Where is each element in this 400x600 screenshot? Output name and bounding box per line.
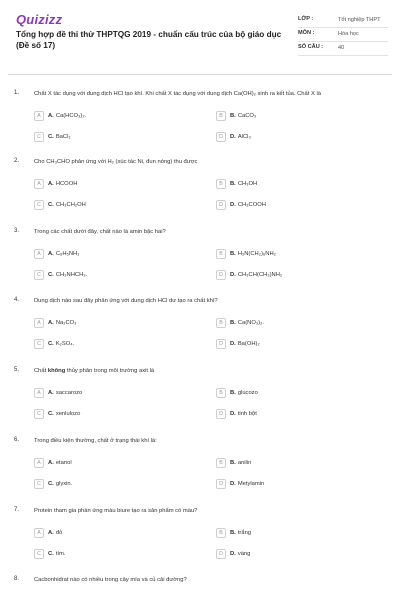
option-letter: D: [216, 409, 226, 419]
option-a[interactable]: [34, 317, 194, 329]
option-text: Ca(HCO₃)₂.: [55, 113, 87, 119]
option-label: A.: [48, 320, 54, 326]
option-text: CH₃CH₂OH: [55, 202, 86, 208]
option-d[interactable]: [216, 199, 376, 211]
option-a[interactable]: [34, 527, 194, 539]
worksheet-title: Tổng hợp đề thi thử THPTQG 2019 - chuẩn cấu trúc của bộ giáo dục (Đề số 17): [16, 30, 282, 50]
option-text: HCOOH: [55, 181, 78, 187]
option-letter: A: [34, 249, 44, 259]
option-c[interactable]: [34, 408, 194, 420]
option-c[interactable]: [34, 269, 194, 281]
header-divider: [8, 74, 392, 75]
worksheet-meta: [298, 14, 388, 56]
option-letter: B: [216, 388, 226, 398]
option-label: D.: [230, 481, 236, 487]
option-label: A.: [48, 251, 54, 257]
option-c[interactable]: [34, 548, 194, 560]
option-text: xenlulozo: [55, 411, 81, 417]
meta-class-row: [298, 14, 388, 28]
option-text: anilin: [237, 460, 252, 466]
option-letter: B: [216, 179, 226, 189]
option-letter: D: [216, 132, 226, 142]
option-b[interactable]: [216, 527, 376, 539]
option-label: B.: [230, 251, 236, 257]
option-d[interactable]: [216, 269, 376, 281]
option-letter: B: [216, 249, 226, 259]
option-c[interactable]: [34, 338, 194, 350]
question-text: Trong các chất dưới đây, chất nào là amin bậc hai?: [34, 229, 166, 235]
question-number: 8.: [14, 576, 20, 582]
option-text: BaCl₂: [55, 134, 71, 140]
option-label: C.: [48, 272, 54, 278]
option-letter: A: [34, 318, 44, 328]
option-text: trắng: [237, 530, 252, 536]
question-text: Dung dịch nào sau đây phản ứng với dung dịch HCl dư tạo ra chất khí?: [34, 298, 218, 304]
option-d[interactable]: [216, 131, 376, 143]
option-label: B.: [230, 320, 236, 326]
option-label: C.: [48, 481, 54, 487]
option-label: D.: [230, 202, 236, 208]
option-c[interactable]: [34, 131, 194, 143]
option-b[interactable]: [216, 457, 376, 469]
question-number: 7.: [14, 507, 20, 513]
option-b[interactable]: [216, 387, 376, 399]
option-text: glyxin.: [55, 481, 73, 487]
option-a[interactable]: [34, 457, 194, 469]
option-letter: C: [34, 409, 44, 419]
option-letter: D: [216, 200, 226, 210]
option-text: CH₃OH: [237, 181, 258, 187]
meta-class-label: LỚP :: [298, 16, 314, 22]
question-number: 2.: [14, 158, 20, 164]
option-letter: C: [34, 270, 44, 280]
option-b[interactable]: [216, 178, 376, 190]
option-label: D.: [230, 341, 236, 347]
option-text: etanol: [55, 460, 72, 466]
meta-count-value: 40: [338, 45, 345, 51]
option-text: Ca(NO₃)₂.: [237, 320, 265, 326]
worksheet-header: [0, 0, 400, 72]
meta-subject-value: Hóa học: [338, 31, 359, 37]
option-label: D.: [230, 134, 236, 140]
option-letter: B: [216, 458, 226, 468]
option-c[interactable]: [34, 199, 194, 211]
option-label: D.: [230, 411, 236, 417]
option-label: A.: [48, 460, 54, 466]
option-text: CaCO₃: [237, 113, 257, 119]
question-number: 3.: [14, 228, 20, 234]
option-a[interactable]: [34, 178, 194, 190]
option-letter: C: [34, 479, 44, 489]
option-label: A.: [48, 181, 54, 187]
option-letter: B: [216, 528, 226, 538]
option-d[interactable]: [216, 548, 376, 560]
question-text: [34, 367, 384, 375]
question-text: Chất X tác dụng với dung dịch HCl tạo khí. Khi chất X tác dụng với dung dịch Ca(OH)₂ sinh ra kết tủa. Chất X là: [34, 91, 321, 97]
option-text: CH₃COOH: [237, 202, 266, 208]
question-text-after: thủy phân trong môi trường axit là: [65, 368, 155, 374]
option-text: đỏ: [55, 530, 63, 536]
option-text: tím.: [55, 551, 66, 557]
option-letter: D: [216, 479, 226, 489]
option-letter: A: [34, 179, 44, 189]
meta-count-row: [298, 42, 388, 56]
option-label: B.: [230, 390, 236, 396]
option-label: A.: [48, 390, 54, 396]
option-letter: A: [34, 388, 44, 398]
option-label: D.: [230, 272, 236, 278]
option-label: A.: [48, 530, 54, 536]
option-letter: C: [34, 200, 44, 210]
option-text: vàng: [237, 551, 251, 557]
option-label: C.: [48, 202, 54, 208]
question-text: Protein tham gia phản ứng màu biure tạo ra sản phẩm có màu?: [34, 508, 198, 514]
option-label: C.: [48, 134, 54, 140]
option-text: AlCl₃: [237, 134, 251, 140]
option-letter: D: [216, 270, 226, 280]
option-label: C.: [48, 341, 54, 347]
meta-subject-label: MÔN :: [298, 30, 315, 36]
option-letter: A: [34, 528, 44, 538]
option-letter: A: [34, 111, 44, 121]
option-label: B.: [230, 460, 236, 466]
option-letter: B: [216, 318, 226, 328]
question-text-emphasis: không: [47, 368, 66, 374]
option-label: B.: [230, 181, 236, 187]
question-number: 1.: [14, 90, 20, 96]
option-a[interactable]: [34, 110, 194, 122]
option-c[interactable]: [34, 478, 194, 490]
option-text: CH₃NHCH₃.: [55, 272, 88, 278]
option-label: C.: [48, 551, 54, 557]
option-text: saccarozo: [55, 390, 83, 396]
option-b[interactable]: [216, 317, 376, 329]
option-d[interactable]: [216, 478, 376, 490]
option-text: glucozo: [237, 390, 258, 396]
option-label: B.: [230, 113, 236, 119]
option-b[interactable]: [216, 110, 376, 122]
option-letter: C: [34, 339, 44, 349]
option-letter: B: [216, 111, 226, 121]
quizizz-logo: Quizizz: [16, 12, 63, 27]
option-text: tinh bột: [237, 411, 257, 417]
option-a[interactable]: [34, 387, 194, 399]
question-number: 4.: [14, 297, 20, 303]
option-d[interactable]: [216, 338, 376, 350]
question-text: Cho CH₃CHO phản ứng với H₂ (xúc tác Ni, đun nóng) thu được: [34, 159, 198, 165]
option-d[interactable]: [216, 408, 376, 420]
option-letter: D: [216, 339, 226, 349]
question-text: Trong điều kiện thường, chất ở trạng thái khí là:: [34, 438, 157, 444]
option-text: Ba(OH)₂: [237, 341, 260, 347]
option-text: K₂SO₄.: [55, 341, 75, 347]
option-text: Na₂CO₃: [55, 320, 77, 326]
option-letter: D: [216, 549, 226, 559]
meta-class-value: Tốt nghiệp THPT: [338, 17, 381, 23]
question-number: 5.: [14, 367, 20, 373]
option-b[interactable]: [216, 248, 376, 260]
option-letter: A: [34, 458, 44, 468]
option-letter: C: [34, 549, 44, 559]
option-label: B.: [230, 530, 236, 536]
question-text-before: Chất: [34, 368, 48, 374]
option-letter: C: [34, 132, 44, 142]
option-label: D.: [230, 551, 236, 557]
option-label: C.: [48, 411, 54, 417]
meta-count-label: SỐ CÂU :: [298, 44, 324, 50]
option-a[interactable]: [34, 248, 194, 260]
option-text: C₆H₅NH₂: [55, 251, 80, 257]
question-text: Cacbonhidrat nào có nhiều trong cây mía và củ cải đường?: [34, 577, 187, 583]
question-number: 6.: [14, 437, 20, 443]
option-text: Metylamin: [237, 481, 265, 487]
option-text: CH₃CH(CH₃)NH₂: [237, 272, 283, 278]
option-text: H₂N(CH₂)₆NH₂: [237, 251, 276, 257]
option-label: A.: [48, 113, 54, 119]
meta-subject-row: [298, 28, 388, 42]
